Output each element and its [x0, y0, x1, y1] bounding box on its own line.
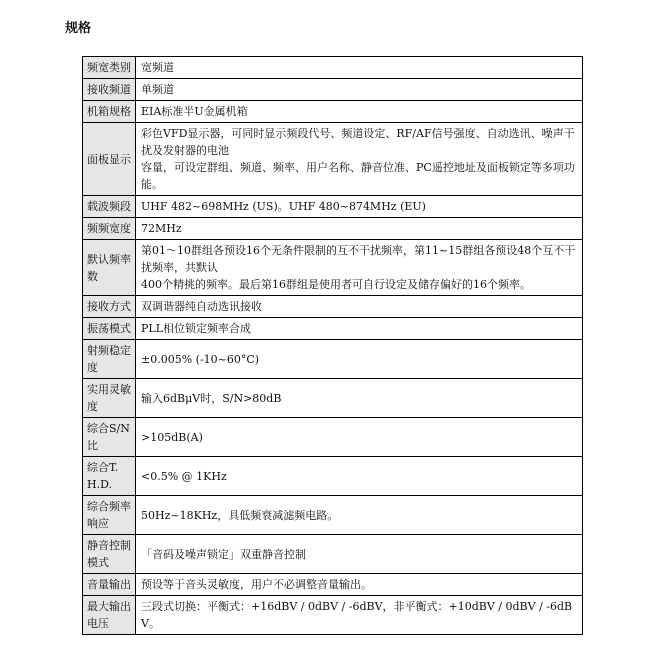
spec-row	[83, 101, 583, 123]
spec-label: 实用灵敏度	[83, 379, 136, 418]
spec-row	[83, 296, 583, 318]
spec-row	[83, 123, 583, 196]
spec-value	[136, 218, 583, 240]
spec-row	[83, 218, 583, 240]
spec-value-line: 「音码及噪声锁定」双重静音控制	[141, 547, 306, 561]
spec-value-line: 容量，可设定群组、频道、频率、用户名称、静音位准、PC遥控地址及面板锁定等多项功能。	[141, 161, 575, 191]
spec-row	[83, 196, 583, 218]
spec-value-line: EIA标准半U金属机箱	[141, 105, 248, 118]
spec-label: 机箱规格	[83, 101, 136, 123]
spec-value	[136, 457, 583, 496]
spec-label: 接收频道	[83, 79, 136, 101]
page-heading: 规格	[65, 21, 92, 36]
spec-value	[136, 574, 583, 596]
spec-value-line: 三段式切换：平衡式：+16dBV / 0dBV / -6dBV，非平衡式：+10dBV / 0dBV / -6dBV。	[141, 600, 573, 630]
spec-value	[136, 340, 583, 379]
spec-label: 默认频率数	[83, 240, 136, 296]
spec-value	[136, 79, 583, 101]
spec-table-body	[83, 57, 583, 635]
spec-label: 面板显示	[83, 123, 136, 196]
spec-label: 综合T.H.D.	[83, 457, 136, 496]
spec-value-line: >105dB(A)	[141, 430, 203, 444]
spec-value	[136, 318, 583, 340]
spec-value-line: 预设等于音头灵敏度，用户不必调整音量输出。	[141, 578, 372, 591]
spec-label: 静音控制模式	[83, 535, 136, 574]
spec-row	[83, 496, 583, 535]
spec-value-line: 彩色VFD显示器，可同时显示频段代号、频道设定、RF/AF信号强度、自动选讯、噪声干扰及发射器的电池	[141, 127, 575, 157]
spec-value-line: <0.5% @ 1KHz	[141, 469, 227, 483]
spec-value	[136, 101, 583, 123]
spec-row	[83, 79, 583, 101]
spec-row	[83, 240, 583, 296]
spec-label: 频宽类别	[83, 57, 136, 79]
spec-value-line: 双调谐器纯自动选讯接收	[141, 300, 262, 313]
spec-table	[82, 56, 583, 635]
spec-row	[83, 318, 583, 340]
spec-value-line: ±0.005% (-10~60°C)	[141, 352, 260, 366]
spec-label: 振荡模式	[83, 318, 136, 340]
spec-row	[83, 574, 583, 596]
spec-row	[83, 340, 583, 379]
spec-value	[136, 123, 583, 196]
spec-label: 接收方式	[83, 296, 136, 318]
spec-label: 射频稳定度	[83, 340, 136, 379]
spec-value	[136, 296, 583, 318]
spec-value	[136, 496, 583, 535]
spec-row	[83, 596, 583, 635]
spec-value	[136, 535, 583, 574]
spec-value-line: 400个精挑的频率。最后第16群组是使用者可自行设定及储存偏好的16个频率。	[141, 278, 531, 291]
spec-label: 最大输出电压	[83, 596, 136, 635]
spec-label: 载波频段	[83, 196, 136, 218]
spec-value	[136, 379, 583, 418]
spec-value-line: UHF 482~698MHz (US)。UHF 480~874MHz (EU)	[141, 200, 426, 213]
spec-value	[136, 240, 583, 296]
spec-value	[136, 57, 583, 79]
spec-value-line: 输入6dBμV时，S/N>80dB	[141, 391, 282, 405]
spec-value-line: 宽频道	[141, 61, 174, 74]
spec-label: 音量输出	[83, 574, 136, 596]
spec-value-line: 单频道	[141, 83, 174, 96]
spec-label: 频频宽度	[83, 218, 136, 240]
spec-label: 综合S/N比	[83, 418, 136, 457]
spec-row	[83, 379, 583, 418]
spec-value	[136, 196, 583, 218]
spec-row	[83, 535, 583, 574]
spec-value	[136, 596, 583, 635]
spec-value-line: PLL相位锁定频率合成	[141, 322, 252, 335]
spec-row	[83, 418, 583, 457]
spec-value-line: 72MHz	[141, 222, 182, 235]
spec-value	[136, 418, 583, 457]
spec-label: 综合频率响应	[83, 496, 136, 535]
spec-value-line: 50Hz~18KHz，具低频衰减滤频电路。	[141, 508, 339, 522]
spec-row	[83, 57, 583, 79]
spec-value-line: 第01～10群组各预设16个无条件限制的互不干扰频率，第11~15群组各预设48个互不干扰频率，共默认	[141, 244, 576, 274]
spec-row	[83, 457, 583, 496]
